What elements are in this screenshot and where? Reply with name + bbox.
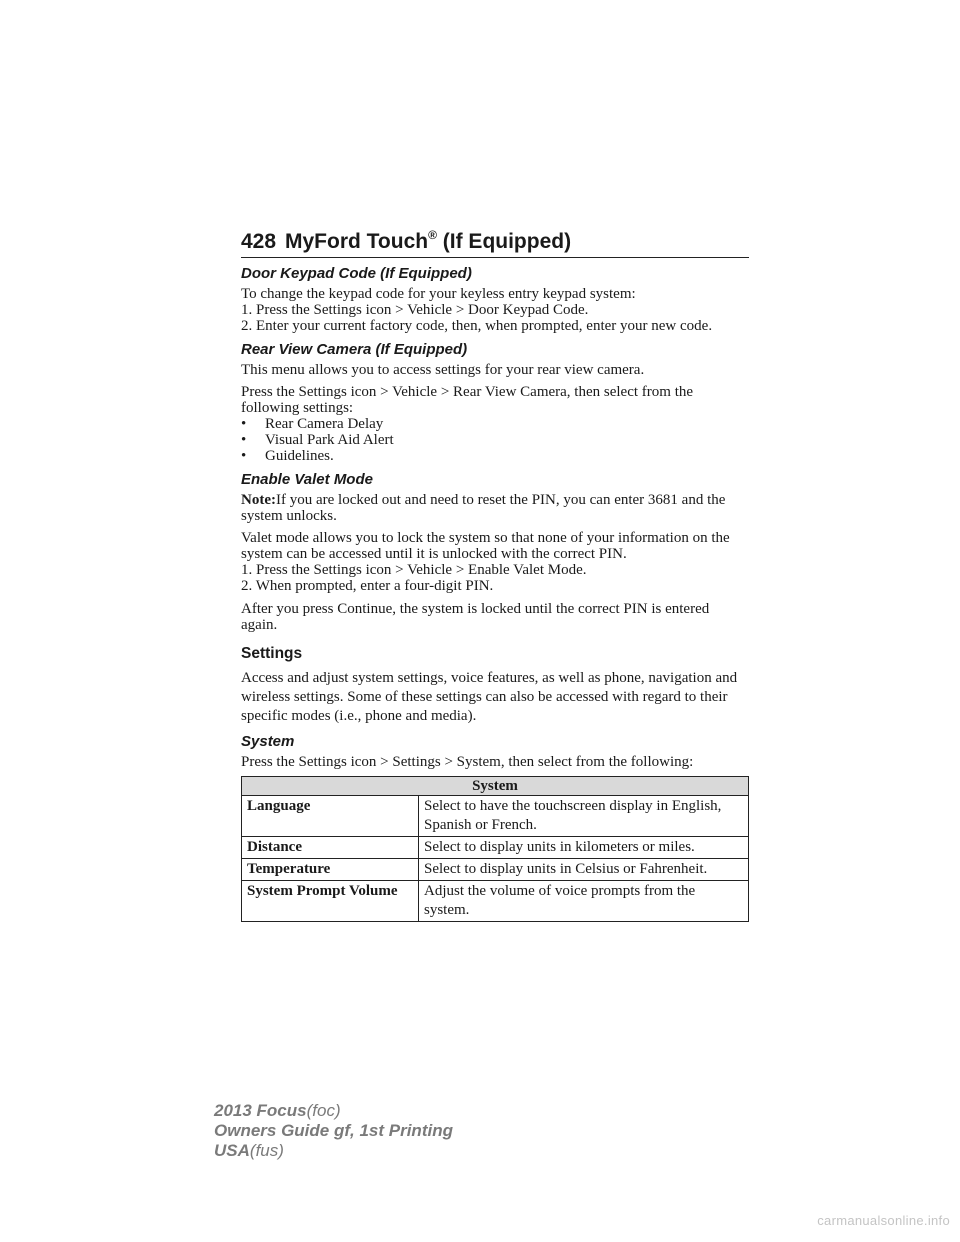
rear-camera-intro: This menu allows you to access settings for your rear view camera. <box>241 362 645 378</box>
footer-region-code: (fus) <box>249 1141 284 1160</box>
row-description: Select to display units in Celsius or Fahrenheit. <box>419 859 749 881</box>
print-footer <box>214 1101 453 1161</box>
bullet-item: • Guidelines. <box>241 448 749 464</box>
row-label: System Prompt Volume <box>242 881 419 922</box>
page-header <box>241 228 749 258</box>
row-description: Select to display units in kilometers or miles. <box>419 837 749 859</box>
settings-body: Access and adjust system settings, voice features, as well as phone, navigation and wireless settings. Some of these settings can also be accessed with regard to their specific modes (i.e., phone and media). <box>241 670 738 724</box>
table-header: System <box>242 777 749 796</box>
registered-mark: ® <box>428 228 437 242</box>
bullet-item: • Rear Camera Delay <box>241 416 749 432</box>
footer-model-code: (foc) <box>306 1101 341 1120</box>
footer-region: USA <box>214 1141 250 1160</box>
table-row <box>242 881 749 922</box>
system-intro: Press the Settings icon > Settings > System, then select from the following: <box>241 754 694 770</box>
valet-description: Valet mode allows you to lock the system so that none of your information on the system can be accessed until it is unlocked with the correct PIN. <box>241 530 730 562</box>
door-keypad-heading: Door Keypad Code (If Equipped) <box>241 265 472 282</box>
note-text: If you are locked out and need to reset the PIN, you can enter 3681 and the system unlocks. <box>241 492 726 524</box>
row-label: Language <box>242 796 419 837</box>
chapter-title: MyFord Touch® (If Equipped) <box>285 228 572 253</box>
door-keypad-step-1: 1. Press the Settings icon > Vehicle > Door Keypad Code. <box>241 302 589 318</box>
valet-note <box>241 492 749 524</box>
table-row <box>242 796 749 837</box>
row-label: Distance <box>242 837 419 859</box>
door-keypad-section <box>241 286 749 334</box>
valet-step-2: 2. When prompted, enter a four-digit PIN. <box>241 578 494 594</box>
table-row <box>242 837 749 859</box>
manual-page <box>241 228 749 922</box>
table-row <box>242 859 749 881</box>
page-number: 428 <box>241 230 277 253</box>
table-header-row <box>242 777 749 796</box>
row-description: Select to have the touchscreen display in English, Spanish or French. <box>419 796 749 837</box>
rear-camera-settings <box>241 384 749 464</box>
footer-model: 2013 Focus <box>214 1101 307 1120</box>
valet-step-1: 1. Press the Settings icon > Vehicle > Enable Valet Mode. <box>241 562 587 578</box>
system-heading: System <box>241 733 295 750</box>
footer-printing: Owners Guide gf, 1st Printing <box>214 1121 453 1140</box>
rear-camera-heading: Rear View Camera (If Equipped) <box>241 341 468 358</box>
row-label: Temperature <box>242 859 419 881</box>
settings-heading: Settings <box>241 645 303 662</box>
rear-camera-instruction: Press the Settings icon > Vehicle > Rear View Camera, then select from the following settings: <box>241 384 694 416</box>
system-table <box>241 776 749 922</box>
bullet-item: • Visual Park Aid Alert <box>241 432 749 448</box>
row-description: Adjust the volume of voice prompts from the system. <box>419 881 749 922</box>
note-label: Note: <box>241 492 276 508</box>
door-keypad-step-2: 2. Enter your current factory code, then, when prompted, enter your new code. <box>241 318 713 334</box>
valet-after: After you press Continue, the system is locked until the correct PIN is entered again. <box>241 601 710 633</box>
valet-heading: Enable Valet Mode <box>241 471 373 488</box>
valet-body <box>241 530 749 594</box>
watermark: carmanualsonline.info <box>817 1213 950 1228</box>
door-keypad-intro: To change the keypad code for your keyless entry keypad system: <box>241 286 636 302</box>
